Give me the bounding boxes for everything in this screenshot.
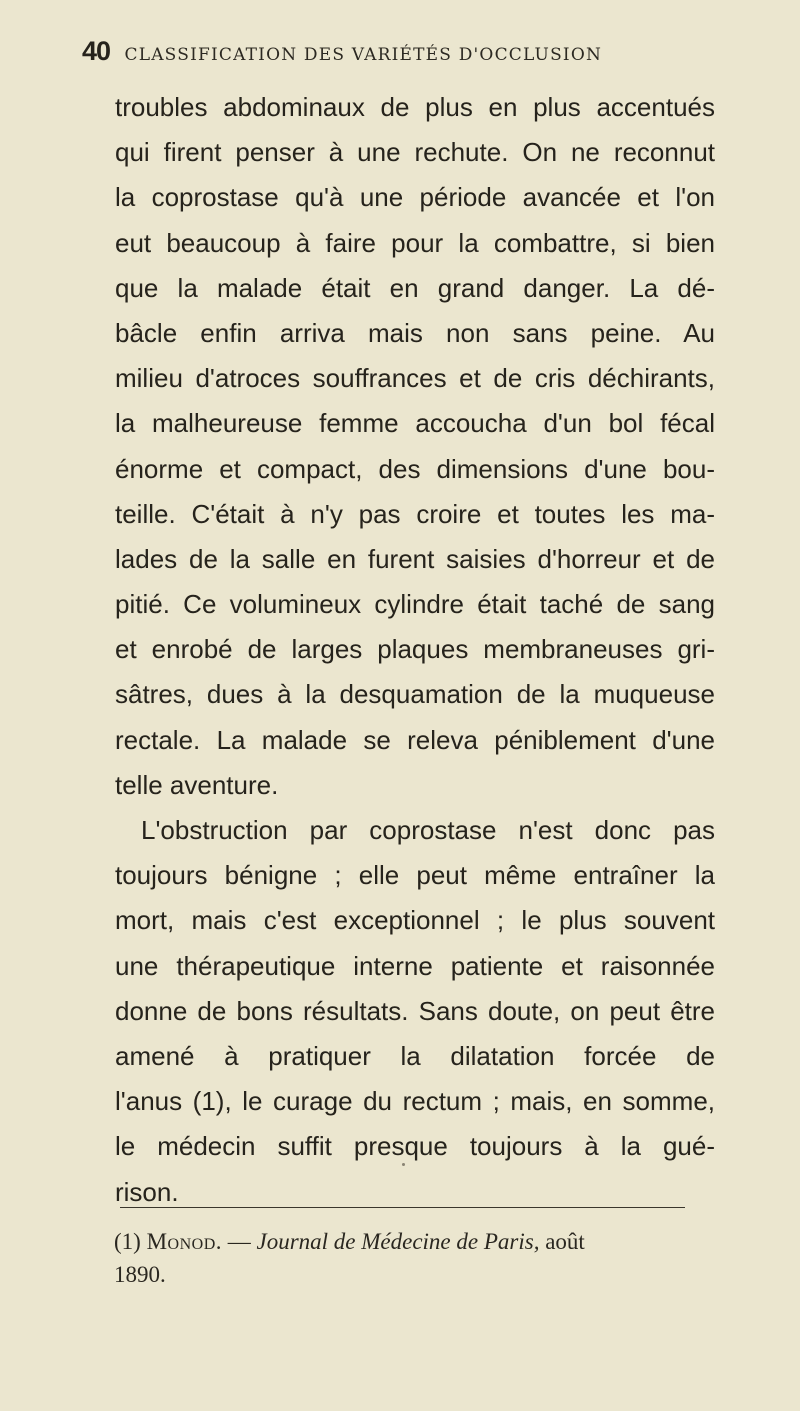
text-line: lades de la salle en furent saisies d'horreur et de — [115, 543, 715, 574]
text-line: et enrobé de larges plaques membraneuses gri- — [115, 634, 715, 665]
footnote — [114, 1225, 714, 1291]
text-line: amené à pratiquer la dilatation forcée de — [115, 1040, 715, 1071]
text-line: telle aventure. — [115, 769, 279, 800]
body-text — [115, 85, 715, 1215]
text-line: qui firent penser à une rechute. On ne reconnut — [115, 137, 715, 168]
footnote-line — [114, 1225, 714, 1258]
page-number: 40 — [82, 36, 111, 66]
running-head: CLASSIFICATION DES VARIÉTÉS D'OCCLUSION — [124, 45, 603, 65]
text-line: milieu d'atroces souffrances et de cris déchirants, — [115, 363, 715, 394]
text-line: pitié. Ce volumineux cylindre était taché de sang — [115, 589, 715, 620]
footnote-dash: — — [227, 1229, 251, 1254]
text-line: l'anus (1), le curage du rectum ; mais, en somme, — [115, 1086, 715, 1117]
text-line: rison. — [115, 1176, 179, 1207]
text-line: sâtres, dues à la desquamation de la muqueuse — [115, 679, 715, 710]
text-line: bâcle enfin arriva mais non sans peine. Au — [115, 317, 715, 348]
page-header — [82, 36, 722, 67]
text-line: énorme et compact, des dimensions d'une bou- — [115, 453, 715, 484]
text-line: toujours bénigne ; elle peut même entraîner la — [115, 860, 715, 891]
footnote-rule — [120, 1207, 685, 1208]
text-line: donne de bons résultats. Sans doute, on peut être — [115, 995, 715, 1026]
footnote-marker: (1) — [114, 1229, 141, 1254]
text-line: la coprostase qu'à une période avancée et l'on — [115, 182, 715, 213]
text-line: L'obstruction par coprostase n'est donc pas — [141, 815, 715, 845]
text-line: que la malade était en grand danger. La dé- — [115, 272, 715, 303]
text-line: teille. C'était à n'y pas croire et toutes les ma- — [115, 498, 715, 529]
text-line: troubles abdominaux de plus en plus accentués — [115, 92, 715, 122]
footnote-author: Monod. — [146, 1229, 222, 1254]
paper-speck — [402, 1163, 405, 1166]
text-line: mort, mais c'est exceptionnel ; le plus souvent — [115, 905, 715, 936]
text-line: la malheureuse femme accoucha d'un bol fécal — [115, 408, 715, 439]
footnote-year: 1890. — [114, 1262, 166, 1287]
text-line: le médecin suffit presque toujours à la gué- — [115, 1131, 715, 1162]
footnote-date: août — [545, 1229, 585, 1254]
text-line: une thérapeutique interne patiente et raisonnée — [115, 950, 715, 981]
footnote-journal: Journal de Médecine de Paris, — [256, 1229, 540, 1254]
text-line: eut beaucoup à faire pour la combattre, si bien — [115, 227, 715, 258]
text-line: rectale. La malade se releva péniblement d'une — [115, 724, 715, 755]
